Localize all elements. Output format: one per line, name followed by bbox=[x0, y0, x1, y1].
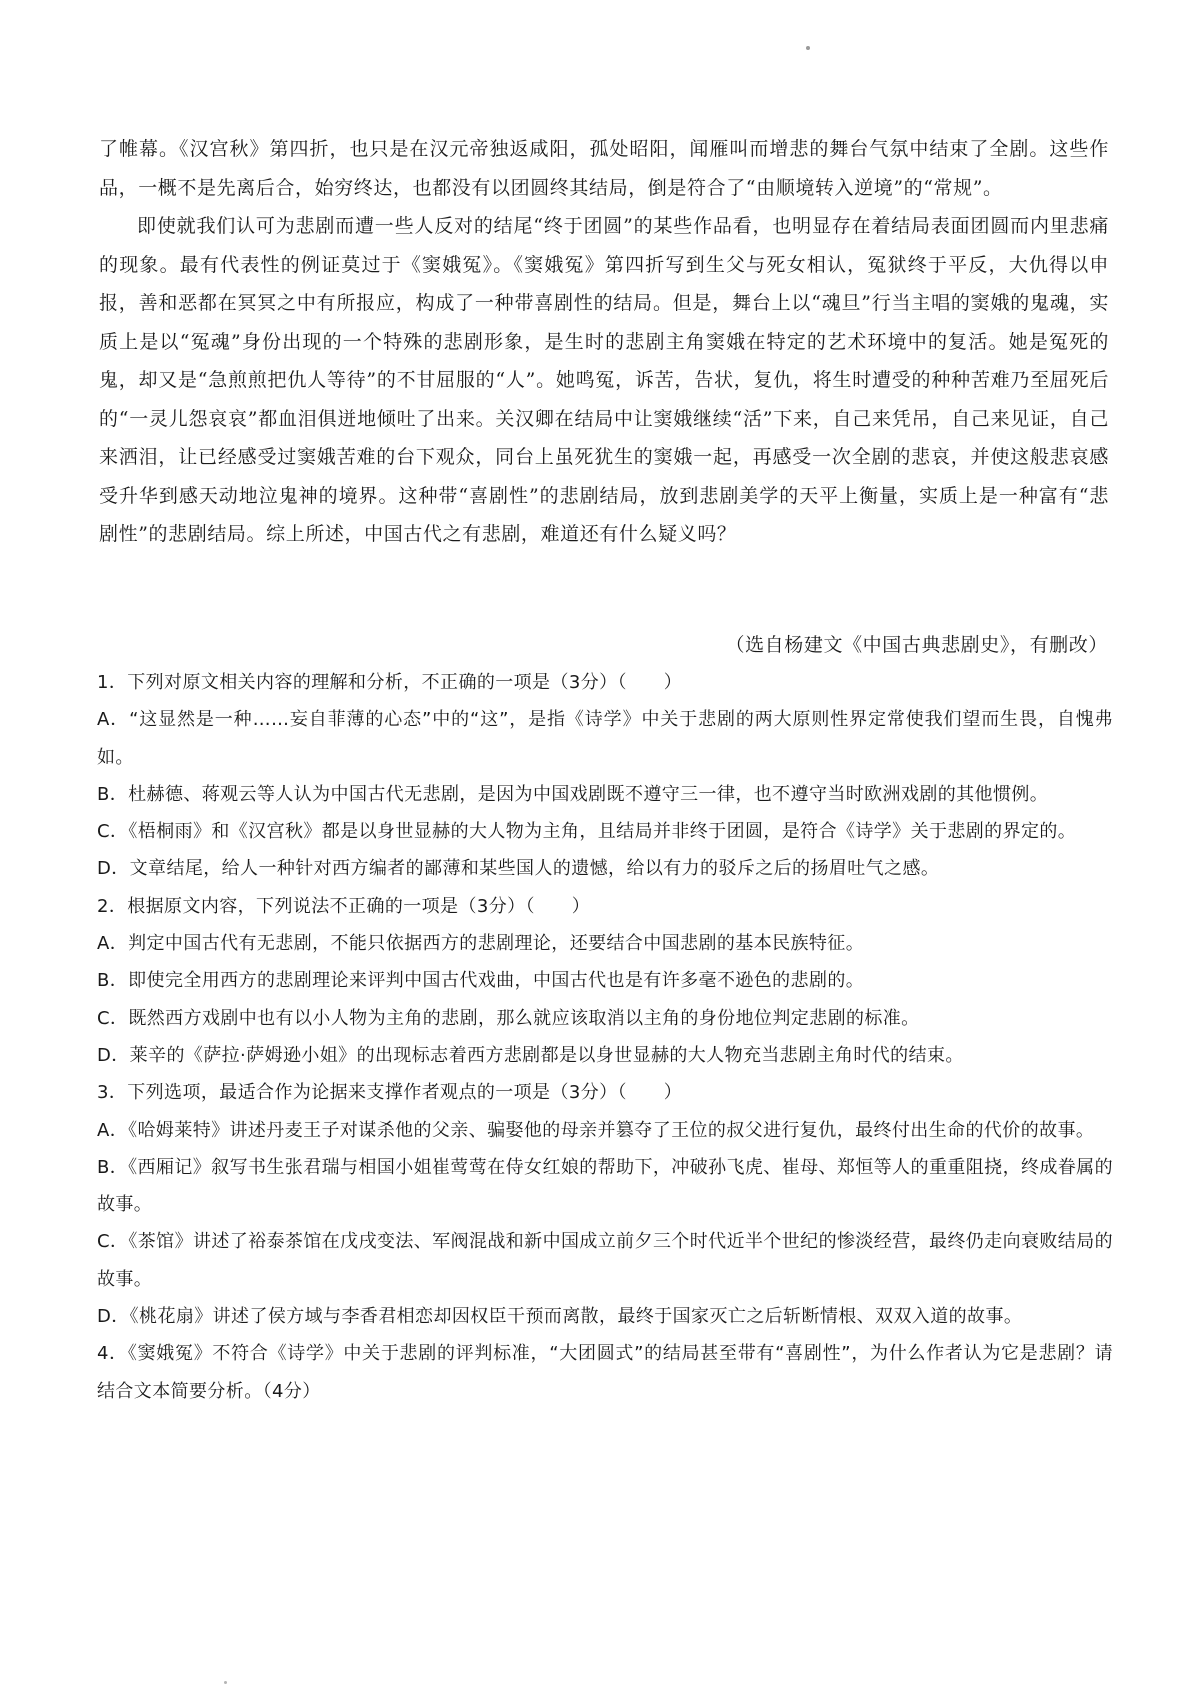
question-4 bbox=[97, 1335, 1113, 1410]
question-1 bbox=[97, 664, 1113, 888]
question-3 bbox=[97, 1074, 1113, 1335]
question-2 bbox=[97, 888, 1113, 1074]
question-stem: 4．《窦娥冤》不符合《诗学》中关于悲剧的评判标准，“大团圆式”的结局甚至带有“喜剧性”，为什么作者认为它是悲剧？请结合文本简要分析。（4分） bbox=[97, 1343, 1113, 1402]
option-c: C．《梧桐雨》和《汉宫秋》都是以身世显赫的大人物为主角，且结局并非终于团圆，是符合《诗学》关于悲剧的界定的。 bbox=[97, 821, 1077, 843]
option-a: A．“这显然是一种……妄自菲薄的心态”中的“这”，是指《诗学》中关于悲剧的两大原则性界定常使我们望而生畏，自愧弗如。 bbox=[97, 709, 1113, 768]
question-list bbox=[97, 664, 1113, 1410]
scan-speck bbox=[224, 1681, 227, 1684]
scan-speck bbox=[806, 46, 810, 50]
question-stem: 2．根据原文内容，下列说法不正确的一项是（3分）（ ） bbox=[97, 895, 591, 917]
option-b: B．《西厢记》叙写书生张君瑞与相国小姐崔莺莺在侍女红娘的帮助下，冲破孙飞虎、崔母、郑恒等人的重重阻挠，终成眷属的故事。 bbox=[97, 1156, 1113, 1216]
option-d: D．《桃花扇》讲述了侯方域与李香君相恋却因权臣干预而离散，最终于国家灭亡之后斩断情根、双双入道的故事。 bbox=[97, 1306, 1023, 1328]
option-c: C．《茶馆》讲述了裕泰茶馆在戊戌变法、军阀混战和新中国成立前夕三个时代近半个世纪的惨淡经营，最终仍走向衰败结局的故事。 bbox=[97, 1231, 1113, 1290]
option-d: D．文章结尾，给人一种针对西方编者的鄙薄和某些国人的遗憾，给以有力的驳斥之后的扬眉吐气之感。 bbox=[97, 858, 940, 880]
question-stem: 3．下列选项，最适合作为论据来支撑作者观点的一项是（3分）（ ） bbox=[97, 1082, 683, 1104]
option-d: D．莱辛的《萨拉·萨姆逊小姐》的出现标志着西方悲剧都是以身世显赫的大人物充当悲剧主角时代的结束。 bbox=[97, 1044, 964, 1066]
passage-source: （选自杨建文《中国古典悲剧史》，有删改） bbox=[725, 634, 1108, 656]
passage-paragraph: 即使就我们认可为悲剧而遭一些人反对的结尾“终于团圆”的某些作品看，也明显存在着结局表面团圆而内里悲痛的现象。最有代表性的例证莫过于《窦娥冤》。《窦娥冤》第四折写到生父与死女相认，冤狱终于平反，大仇得以申报，善和恶都在冥冥之中有所报应，构成了一种带喜剧性的结局。但是，舞台上以“魂旦”行当主唱的窦娥的鬼魂，实质上是以“冤魂”身份出现的一个特殊的悲剧形象，是生时的悲剧主角窦娥在特定的艺术环境中的复活。她是冤死的鬼，却又是“急煎煎把仇人等待”的不甘屈服的“人”。她鸣冤，诉苦，告状，复仇，将生时遭受的种种苦难乃至屈死后的“一灵儿怨哀哀”都血泪俱迸地倾吐了出来。关汉卿在结局中让窦娥继续“活”下来，自己来凭吊，自己来见证，自己来洒泪，让已经感受过窦娥苦难的台下观众，同台上虽死犹生的窦娥一起，再感受一次全剧的悲哀，并使这般悲哀感受升华到感天动地泣鬼神的境界。这种带“喜剧性”的悲剧结局，放到悲剧美学的天平上衡量，实质上是一种富有“悲剧性”的悲剧结局。综上所述，中国古代之有悲剧，难道还有什么疑义吗？ bbox=[99, 215, 1109, 545]
option-c: C．既然西方戏剧中也有以小人物为主角的悲剧，那么就应该取消以主角的身份地位判定悲剧的标准。 bbox=[97, 1007, 920, 1029]
passage-paragraph: 了帷幕。《汉宫秋》第四折，也只是在汉元帝独返咸阳，孤处昭阳，闻雁叫而增悲的舞台气氛中结束了全剧。这些作品，一概不是先离后合，始穷终达，也都没有以团圆终其结局，倒是符合了“由顺境转入逆境”的“常规”。 bbox=[99, 138, 1109, 199]
reading-passage bbox=[99, 130, 1109, 554]
option-b: B．杜赫德、蒋观云等人认为中国古代无悲剧，是因为中国戏剧既不遵守三一律，也不遵守当时欧洲戏剧的其他惯例。 bbox=[97, 783, 1049, 805]
option-a: A．判定中国古代有无悲剧，不能只依据西方的悲剧理论，还要结合中国悲剧的基本民族特征。 bbox=[97, 933, 865, 955]
question-stem: 1．下列对原文相关内容的理解和分析，不正确的一项是（3分）（ ） bbox=[97, 672, 683, 693]
option-b: B．即使完全用西方的悲剧理论来评判中国古代戏曲，中国古代也是有许多毫不逊色的悲剧的。 bbox=[97, 970, 865, 992]
option-a: A．《哈姆莱特》讲述丹麦王子对谋杀他的父亲、骗娶他的母亲并篡夺了王位的叔父进行复仇，最终付出生命的代价的故事。 bbox=[97, 1119, 1095, 1141]
